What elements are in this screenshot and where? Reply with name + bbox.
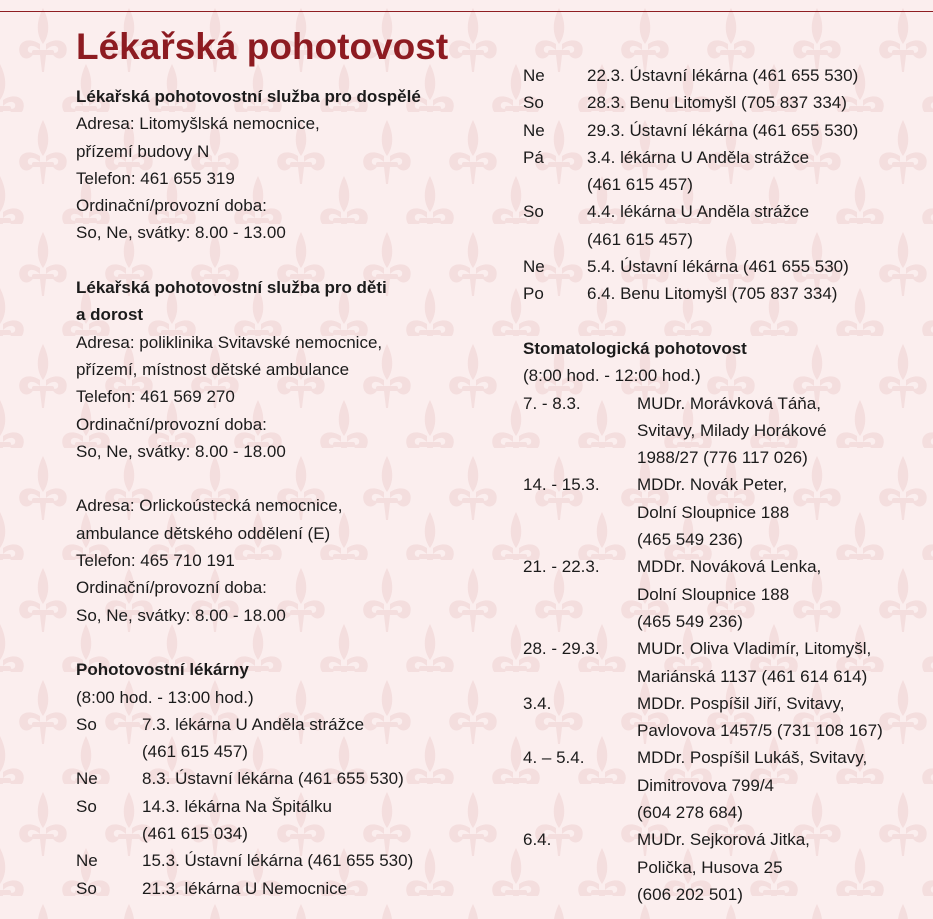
child-service-heading: Lékařská pohotovostní služba pro děti — [76, 278, 387, 298]
dental-detail: Dolní Sloupnice 188 — [637, 502, 790, 522]
child-service-2-section — [76, 492, 486, 628]
child-service-2-line: ambulance dětského oddělení (E) — [76, 523, 331, 543]
dental-detail: (465 549 236) — [637, 530, 743, 550]
child-service-2-line: Ordinační/provozní doba: — [76, 578, 267, 598]
adult-service-line: Ordinační/provozní doba: — [76, 196, 267, 216]
dental-detail: (606 202 501) — [637, 884, 743, 904]
pharmacy-day: Ne — [76, 769, 98, 789]
pharmacy-day: So — [76, 714, 97, 734]
dental-detail: MUDr. Sejkorová Jitka, — [637, 830, 810, 850]
page-title: Lékařská pohotovost — [76, 26, 449, 67]
child-service-heading: a dorost — [76, 305, 144, 325]
child-service-line: Adresa: poliklinika Svitavské nemocnice, — [76, 332, 383, 352]
pharmacy-detail: 8.3. Ústavní lékárna (461 655 530) — [142, 769, 404, 789]
dental-section — [523, 335, 928, 908]
dental-detail: Polička, Husova 25 — [637, 857, 783, 877]
top-divider — [0, 11, 933, 12]
left-column — [76, 23, 486, 902]
dental-detail: Dimitrovova 799/4 — [637, 775, 775, 795]
pharmacy-day: Po — [523, 284, 544, 304]
pharmacy-detail: 28.3. Benu Litomyšl (705 837 334) — [587, 93, 847, 113]
dental-date: 21. - 22.3. — [523, 557, 600, 577]
pharmacy-detail: 4.4. lékárna U Anděla strážce — [587, 202, 810, 222]
pharmacy-entry — [523, 62, 928, 89]
dental-date: 4. – 5.4. — [523, 748, 585, 768]
dental-detail: (465 549 236) — [637, 611, 743, 631]
pharmacy-detail: 21.3. lékárna U Nemocnice — [142, 878, 348, 898]
dental-detail: (604 278 684) — [637, 803, 743, 823]
pharmacy-entry — [76, 847, 486, 874]
pharmacies-section — [76, 656, 486, 902]
pharmacy-entry — [76, 875, 486, 902]
pharmacy-day: So — [76, 878, 97, 898]
child-service-line: Telefon: 461 569 270 — [76, 387, 235, 407]
dental-detail: Dolní Sloupnice 188 — [637, 584, 790, 604]
pharmacy-day: Ne — [523, 257, 545, 277]
dental-entry — [523, 635, 928, 690]
child-service-2-line: Telefon: 465 710 191 — [76, 551, 235, 571]
pharmacy-entry — [523, 198, 928, 253]
dental-detail: MUDr. Morávková Táňa, — [637, 393, 821, 413]
pharmacy-detail: 6.4. Benu Litomyšl (705 837 334) — [587, 284, 838, 304]
dental-detail: Mariánská 1137 (461 614 614) — [637, 666, 868, 686]
dental-entry — [523, 553, 928, 635]
pharmacies-continued — [523, 62, 928, 308]
pharmacy-detail: 14.3. lékárna Na Špitálku — [142, 796, 332, 816]
dental-date: 14. - 15.3. — [523, 475, 600, 495]
pharmacy-day: So — [523, 93, 544, 113]
child-service-section — [76, 274, 486, 465]
dental-date: 6.4. — [523, 830, 552, 850]
pharmacy-detail: (461 615 457) — [587, 175, 693, 195]
pharmacy-detail: 15.3. Ústavní lékárna (461 655 530) — [142, 851, 414, 871]
dental-detail: Pavlovova 1457/5 (731 108 167) — [637, 721, 883, 741]
dental-detail: MDDr. Novák Peter, — [637, 475, 788, 495]
pharmacy-day: So — [76, 796, 97, 816]
child-service-2-line: Adresa: Orlickoústecká nemocnice, — [76, 496, 343, 516]
pharmacy-detail: 29.3. Ústavní lékárna (461 655 530) — [587, 120, 859, 140]
dental-detail: MUDr. Oliva Vladimír, Litomyšl, — [637, 639, 872, 659]
pharmacy-entry — [523, 89, 928, 116]
pharmacy-entry — [523, 144, 928, 199]
child-service-2-line: So, Ne, svátky: 8.00 - 18.00 — [76, 605, 286, 625]
pharmacy-entry — [523, 253, 928, 280]
adult-service-line: Adresa: Litomyšlská nemocnice, — [76, 114, 320, 134]
pharmacy-day: Ne — [523, 120, 545, 140]
dental-heading: Stomatologická pohotovost — [523, 338, 747, 358]
pharmacies-heading: Pohotovostní lékárny — [76, 660, 249, 680]
pharmacy-detail: (461 615 457) — [142, 742, 248, 762]
pharmacy-day: So — [523, 202, 544, 222]
right-column — [523, 62, 928, 908]
pharmacy-detail: (461 615 457) — [587, 229, 693, 249]
adult-service-line: přízemí budovy N — [76, 141, 210, 161]
dental-entry — [523, 390, 928, 472]
dental-hours: (8:00 hod. - 12:00 hod.) — [523, 366, 701, 386]
pharmacy-entry — [76, 765, 486, 792]
dental-detail: 1988/27 (776 117 026) — [637, 448, 808, 468]
pharmacy-day: Pá — [523, 147, 544, 167]
dental-date: 7. - 8.3. — [523, 393, 581, 413]
pharmacy-entry — [523, 117, 928, 144]
child-service-line: So, Ne, svátky: 8.00 - 18.00 — [76, 441, 286, 461]
pharmacy-detail: 3.4. lékárna U Anděla strážce — [587, 147, 810, 167]
dental-detail: Svitavy, Milady Horákové — [637, 420, 827, 440]
dental-entry — [523, 690, 928, 745]
pharmacy-entry — [523, 280, 928, 307]
dental-detail: MDDr. Pospíšil Jiří, Svitavy, — [637, 693, 845, 713]
pharmacy-entry — [76, 793, 486, 848]
dental-entry — [523, 744, 928, 826]
dental-entry — [523, 826, 928, 908]
adult-service-section — [76, 83, 486, 247]
adult-service-line: Telefon: 461 655 319 — [76, 168, 235, 188]
dental-date: 28. - 29.3. — [523, 639, 600, 659]
pharmacy-detail: 5.4. Ústavní lékárna (461 655 530) — [587, 257, 849, 277]
pharmacy-day: Ne — [76, 851, 98, 871]
pharmacy-detail: 22.3. Ústavní lékárna (461 655 530) — [587, 66, 859, 85]
dental-detail: MDDr. Pospíšil Lukáš, Svitavy, — [637, 748, 868, 768]
pharmacy-day: Ne — [523, 66, 545, 85]
dental-entry — [523, 471, 928, 553]
child-service-line: přízemí, místnost dětské ambulance — [76, 359, 350, 379]
dental-date: 3.4. — [523, 693, 552, 713]
pharmacy-detail: 7.3. lékárna U Anděla strážce — [142, 714, 365, 734]
pharmacies-hours: (8:00 hod. - 13:00 hod.) — [76, 687, 254, 707]
adult-service-line: So, Ne, svátky: 8.00 - 13.00 — [76, 223, 286, 243]
adult-service-heading: Lékařská pohotovostní služba pro dospělé — [76, 87, 421, 106]
child-service-line: Ordinační/provozní doba: — [76, 414, 267, 434]
dental-detail: MDDr. Nováková Lenka, — [637, 557, 822, 577]
pharmacy-detail: (461 615 034) — [142, 824, 248, 844]
pharmacy-entry — [76, 711, 486, 766]
